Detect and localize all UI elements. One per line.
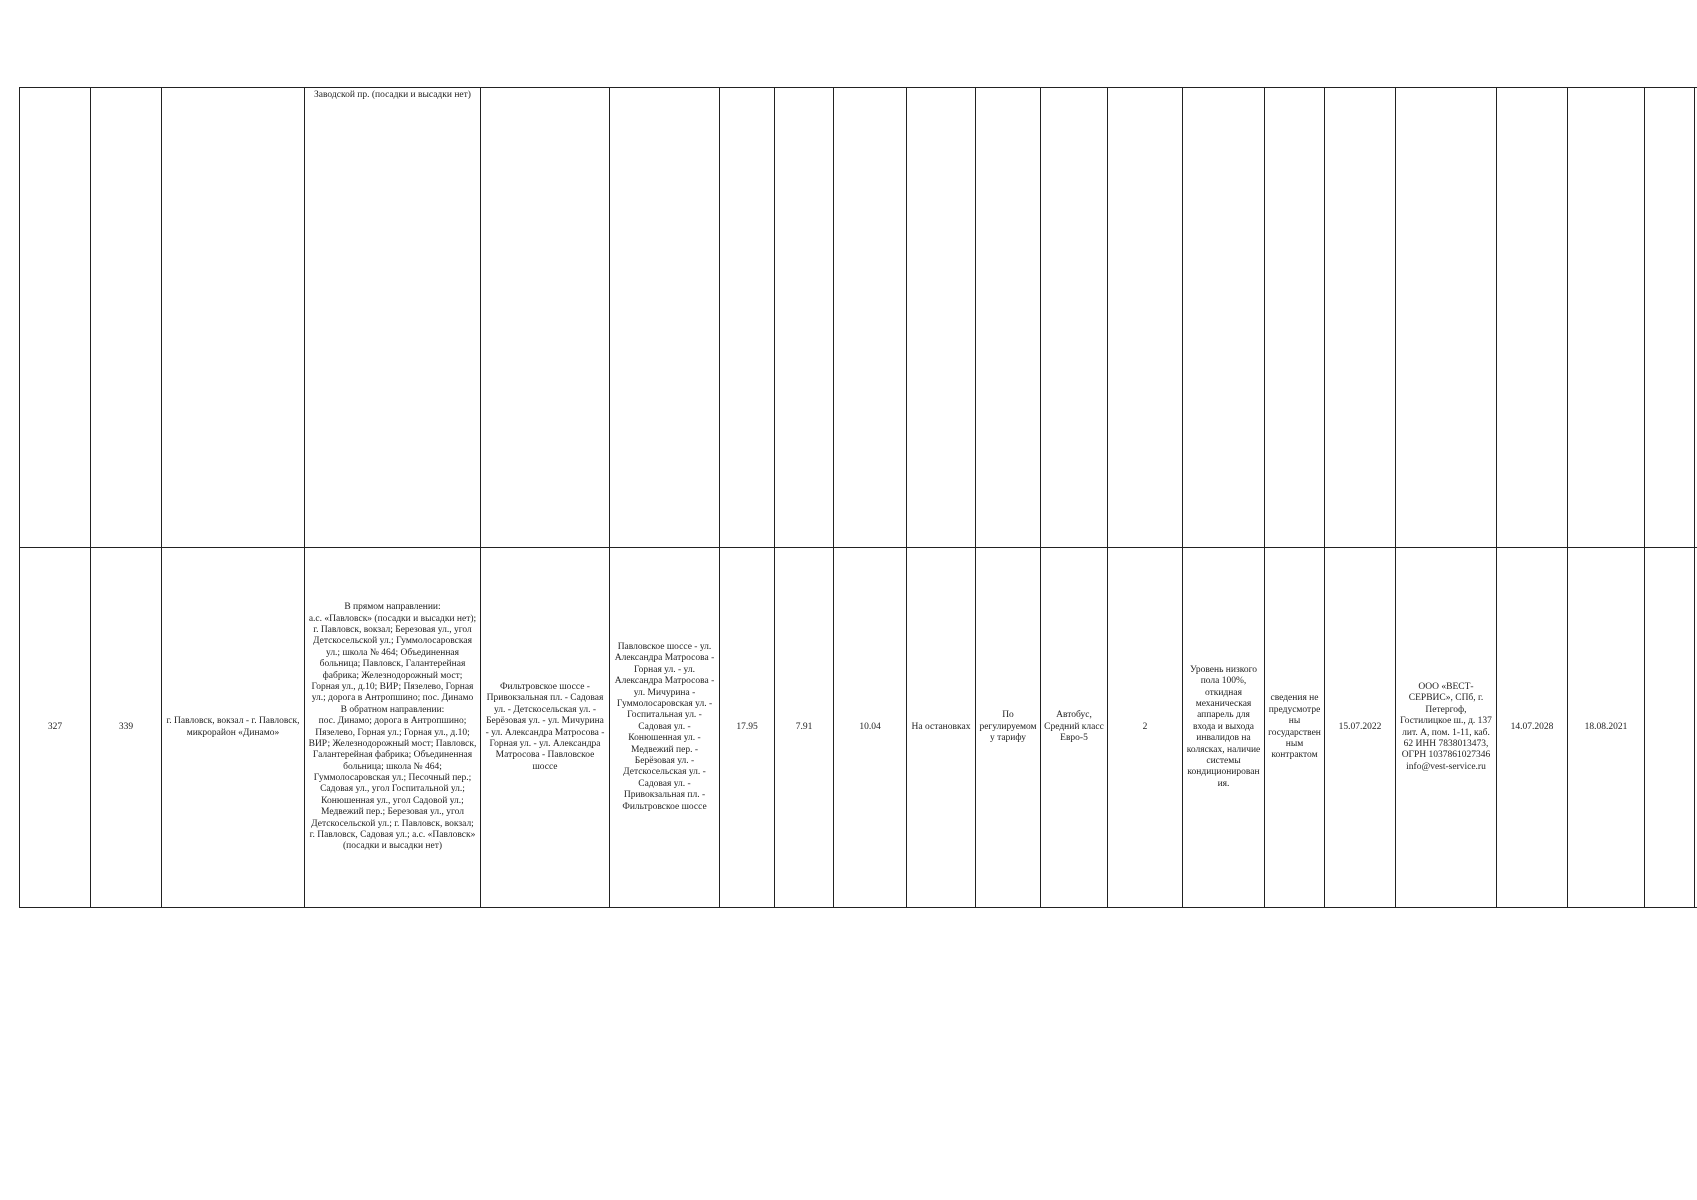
cell-vehicle-count xyxy=(1108,88,1183,548)
cell-start-date xyxy=(1325,88,1396,548)
cell-streets-backward xyxy=(610,88,720,548)
cell-stops: Заводской пр. (посадки и высадки нет) xyxy=(305,88,481,548)
cell-length-extra: 10.04 xyxy=(834,548,907,908)
table-row-previous xyxy=(20,88,1697,548)
cell-tariff xyxy=(976,88,1041,548)
cell-carrier: ООО «ВЕСТ-СЕРВИС», СПб, г. Петергоф, Гостилицкое ш., д. 137 лит. А, пом. 1-11, каб. 62 ИНН 7838013473, ОГРН 1037861027346 info@vest-service.ru xyxy=(1396,548,1497,908)
cell-reg-number: 327 xyxy=(20,548,91,908)
cell-contract xyxy=(1265,88,1325,548)
cell-length-extra xyxy=(834,88,907,548)
cell-streets-forward: Фильтровское шоссе - Привокзальная пл. - Садовая ул. - Детскосельская ул. - Берёзовая ул. - ул. Мичурина - ул. Александра Матросова - Горная ул. - ул. Александра Матросова - Павловское шоссе xyxy=(481,548,610,908)
cell-streets-backward: Павловское шоссе - ул. Александра Матросова - Горная ул. - ул. Александра Матросова - ул. Мичурина - Гуммолосаровская ул. - Госпитальная ул. - Садовая ул. - Конюшенная ул. - Медвежий пер. - Берёзовая ул. - Детскосельская ул. - Садовая ул. - Привокзальная пл. - Фильтровское шоссе xyxy=(610,548,720,908)
cell-start-date: 15.07.2022 xyxy=(1325,548,1396,908)
cell-registry-date xyxy=(1568,88,1645,548)
cell-reg-number xyxy=(20,88,91,548)
cell-extra xyxy=(1645,88,1695,548)
cell-length-forward: 17.95 xyxy=(720,548,775,908)
cell-vehicle: Автобус, Средний класс Евро-5 xyxy=(1041,548,1108,908)
cell-carrier xyxy=(1396,88,1497,548)
cell-tariff: По регулируемому тарифу xyxy=(976,548,1041,908)
cell-route-number xyxy=(91,88,162,548)
routes-registry-table xyxy=(19,87,1697,908)
cell-length-backward xyxy=(775,88,834,548)
cell-length-backward: 7.91 xyxy=(775,548,834,908)
cell-contract: сведения не предусмотрены государственным контрактом xyxy=(1265,548,1325,908)
cell-vehicle-count: 2 xyxy=(1108,548,1183,908)
cell-extra xyxy=(1645,548,1695,908)
cell-route-number: 339 xyxy=(91,548,162,908)
cell-characteristics xyxy=(1183,88,1265,548)
cell-length-forward xyxy=(720,88,775,548)
cell-streets-forward xyxy=(481,88,610,548)
cell-end-date xyxy=(1497,88,1568,548)
cell-route-name xyxy=(162,88,305,548)
cell-stop-order: На остановках xyxy=(907,548,976,908)
cell-stop-order xyxy=(907,88,976,548)
cell-stops: В прямом направлении: а.с. «Павловск» (посадки и высадки нет); г. Павловск, вокзал; Березовая ул., угол Детскосельской ул.; Гуммолосаровская ул.; школа № 464; Объединенная больница; Павловск, Галантерейная фабрика; Железнодорожный мост; Горная ул., д.10; ВИР; Пязелево, Горная ул.; дорога в Антропшино; пос. Динамо В обратном направлении: пос. Динамо; дорога в Антропшино; Пязелево, Горная ул.; Горная ул., д.10; ВИР; Железнодорожный мост; Павловск, Галантерейная фабрика; Объединенная больница; школа № 464; Гуммолосаровская ул.; Песочный пер.; Садовая ул., угол Госпитальной ул.; Конюшенная ул., угол Садовой ул.; Медвежий пер.; Березовая ул., угол Детскосельской ул.; г. Павловск, вокзал; г. Павловск, Садовая ул.; а.с. «Павловск» (посадки и высадки нет) xyxy=(305,548,481,908)
cell-registry-date: 18.08.2021 xyxy=(1568,548,1645,908)
cell-route-name: г. Павловск, вокзал - г. Павловск, микрорайон «Динамо» xyxy=(162,548,305,908)
cell-vehicle xyxy=(1041,88,1108,548)
table-row-327 xyxy=(20,548,1697,908)
cell-end-date: 14.07.2028 xyxy=(1497,548,1568,908)
registry-sheet xyxy=(19,87,1689,908)
cell-characteristics: Уровень низкого пола 100%, откидная механическая аппарель для входа и выхода инвалидов на колясках, наличие системы кондиционирования. xyxy=(1183,548,1265,908)
